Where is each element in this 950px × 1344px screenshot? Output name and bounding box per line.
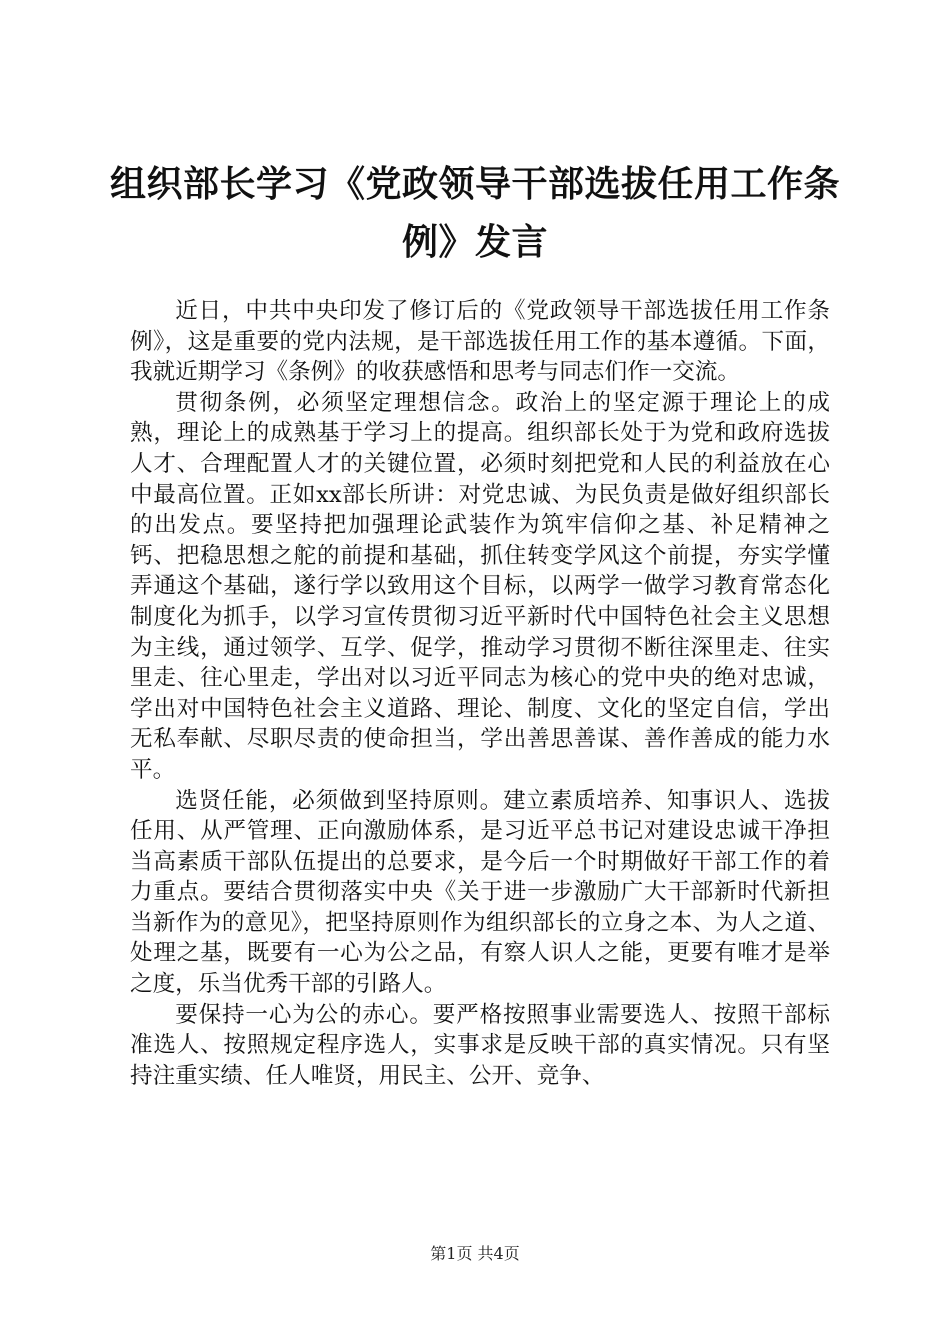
body-paragraph: 选贤任能，必须做到坚持原则。建立素质培养、知事识人、选拔任用、从严管理、正向激励体系，是习近平总书记对建设忠诚干净担当高素质干部队伍提出的总要求，是今后一个时期做好干部工作的着力重点。要结合贯彻落实中央《关于进一步激励广大干部新时代新担当新作为的意见》，把坚持原则作为组织部长的立身之本、为人之道、处理之基，既要有一心为公之品，有察人识人之能，更要有唯才是举之度，乐当优秀干部的引路人。	[130, 787, 830, 998]
page-number-footer: 第1页 共4页	[430, 1244, 520, 1263]
document-title-line-2: 例》发言	[401, 221, 548, 263]
document-body	[130, 296, 830, 1091]
body-paragraph: 贯彻条例，必须坚定理想信念。政治上的坚定源于理论上的成熟，理论上的成熟基于学习上的提高。组织部长处于为党和政府选拔人才、合理配置人才的关键位置，必须时刻把党和人民的利益放在心中最高位置。正如xx部长所讲：对党忠诚、为民负责是做好组织部长的出发点。要坚持把加强理论武装作为筑牢信仰之基、补足精神之钙、把稳思想之舵的前提和基础，抓住转变学风这个前提，夯实学懂弄通这个基础，遂行学以致用这个目标，以两学一做学习教育常态化制度化为抓手，以学习宣传贯彻习近平新时代中国特色社会主义思想为主线，通过领学、互学、促学，推动学习贯彻不断往深里走、往实里走、往心里走，学出对以习近平同志为核心的党中央的绝对忠诚，学出对中国特色社会主义道路、理论、制度、文化的坚定自信，学出无私奉献、尽职尽责的使命担当，学出善思善谋、善作善成的能力水平。	[130, 389, 830, 783]
document-title-line-1: 组织部长学习《党政领导干部选拔任用工作条	[110, 163, 841, 205]
body-paragraph: 要保持一心为公的赤心。要严格按照事业需要选人、按照干部标准选人、按照规定程序选人，实事求是反映干部的真实情况。只有坚持注重实绩、任人唯贤，用民主、公开、竞争、	[130, 1001, 830, 1089]
body-paragraph: 近日，中共中央印发了修订后的《党政领导干部选拔任用工作条例》，这是重要的党内法规，是干部选拔任用工作的基本遵循。下面，我就近期学习《条例》的收获感悟和思考与同志们作一交流。	[130, 298, 830, 386]
